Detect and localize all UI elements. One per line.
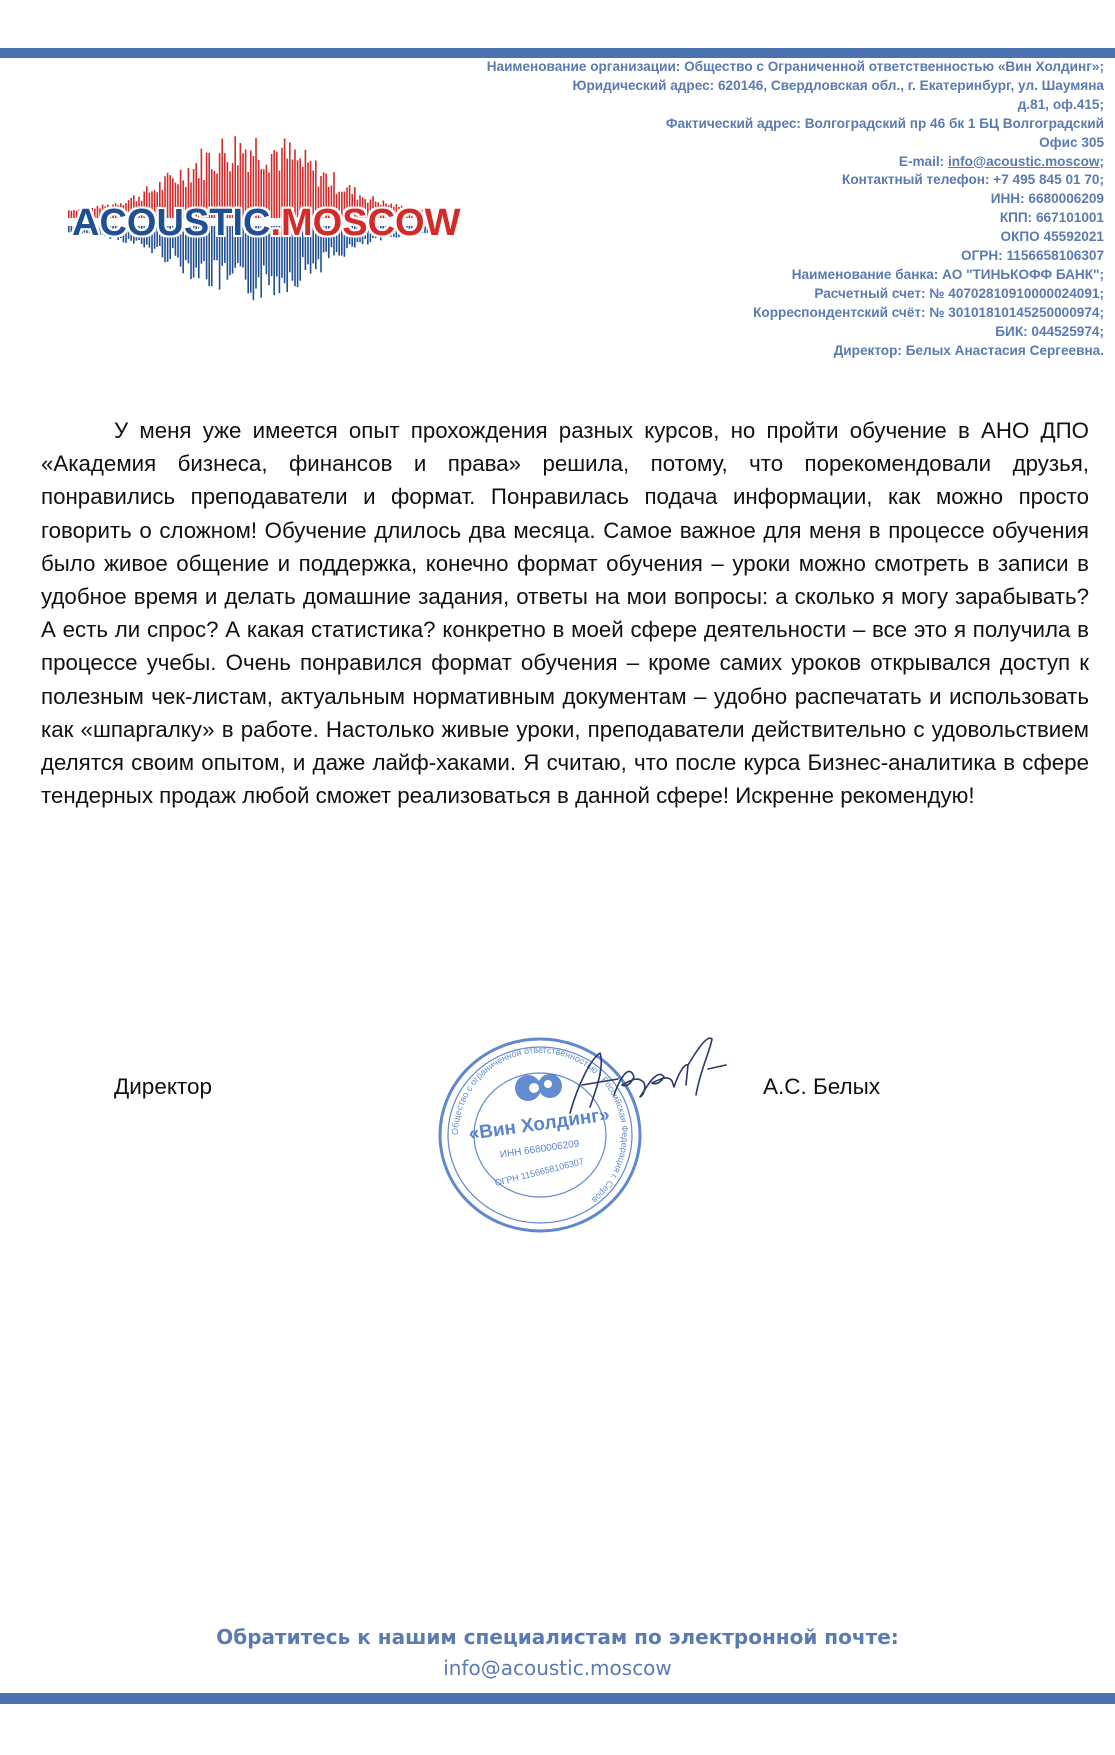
stamp-inn: ИНН 6680006209 xyxy=(499,1138,581,1161)
org-email-link[interactable]: info@acoustic.moscow xyxy=(947,153,1100,169)
org-line: Юридический адрес: 620146, Свердловская обл., г. Екатеринбург, ул. Шаумяна xyxy=(572,77,1104,93)
company-logo xyxy=(60,120,461,320)
logo-text-main: ACOUSTIC xyxy=(72,202,271,244)
footer-email-link[interactable]: info@acoustic.moscow xyxy=(443,1656,672,1680)
handwritten-signature xyxy=(560,1025,730,1130)
wave-bar-top xyxy=(68,210,70,218)
signatory-role: Директор xyxy=(114,1074,213,1099)
org-line: БИК: 044525974; xyxy=(995,323,1104,339)
org-line: Наименование организации: Общество с Ограниченной ответственностью «Вин Холдинг»; xyxy=(486,59,1104,74)
org-line: Директор: Белых Анастасия Сергеевна. xyxy=(833,342,1104,358)
letter-body xyxy=(41,414,1089,812)
bottom-border-bar xyxy=(0,1693,1115,1704)
org-line: д.81, оф.415; xyxy=(1017,96,1104,112)
org-line: Контактный телефон: +7 495 845 01 70; xyxy=(842,172,1104,188)
org-line: Расчетный счет: № 40702810910000024091; xyxy=(814,285,1104,301)
stamp-company-name: «Вин Холдинг» xyxy=(467,1104,612,1145)
stamp-ring-text: Общество с ограниченной ответственностью • Российская Федерация г. Серов xyxy=(449,1044,631,1206)
signatory-name: А.С. Белых xyxy=(763,1074,881,1099)
top-border-bar xyxy=(0,48,1115,58)
org-line: ОГРН: 1156658106307 xyxy=(961,248,1104,264)
email-label: E-mail: xyxy=(898,153,948,169)
wave-bar-bottom xyxy=(68,226,70,232)
org-email-line xyxy=(384,153,1104,172)
org-line: Офис 305 xyxy=(1039,134,1104,150)
org-line: КПП: 667101001 xyxy=(999,210,1104,226)
letter-body-text: У меня уже имеется опыт прохождения разных курсов, но пройти обучение в АНО ДПО «Академия бизнеса, финансов и права» решила, потому, что порекомендовали друзья, понравились преподаватели и формат. Понравилась подача информации, как можно просто говорить о сложном! Обучение длилось два месяца. Самое важное для меня в процессе обучения было живое общение и поддержка, конечно формат обучения – уроки можно смотреть в записи в удобное время и делать домашние задания, ответы на мои вопросы: а сколько я могу зарабывать? А есть ли спрос? А какая статистика? конкретно в моей сфере деятельности – все это я получила в процессе учебы. Очень понравился формат обучения – кроме самих уроков открывался доступ к полезным чек-листам, актуальным нормативным документам – удобно распечатать и использовать как «шпаргалку» в работе. Настолько живые уроки, преподаватели действительно с удовольствием делятся своим опытом, и даже лайф-хаками. Я считаю, что после курса Бизнес-аналитика в сфере тендерных продаж любой сможет реализоваться в данной сфере! Искренне рекомендую! xyxy=(41,418,1089,809)
panda-icon xyxy=(515,1074,562,1101)
org-line: ИНН: 6680006209 xyxy=(990,191,1104,207)
stamp-ogrn: ОГРН 1156658106307 xyxy=(493,1156,585,1188)
logo-text xyxy=(72,202,461,245)
email-suffix: ; xyxy=(1099,153,1104,169)
organization-details xyxy=(384,58,1104,361)
org-line: Фактический адрес: Волгоградский пр 46 бк 1 БЦ Волгоградский xyxy=(665,115,1104,131)
org-line: ОКПО 45592021 xyxy=(1000,229,1104,245)
org-line: Наименование банка: АО "ТИНЬКОФФ БАНК"; xyxy=(791,266,1104,282)
logo-text-domain: .MOSCOW xyxy=(270,202,461,244)
org-line: Корреспондентский счёт: № 30101810145250000974; xyxy=(753,304,1104,320)
footer-contact-prompt: Обратитесь к нашим специалистам по электронной почте: xyxy=(216,1625,899,1649)
